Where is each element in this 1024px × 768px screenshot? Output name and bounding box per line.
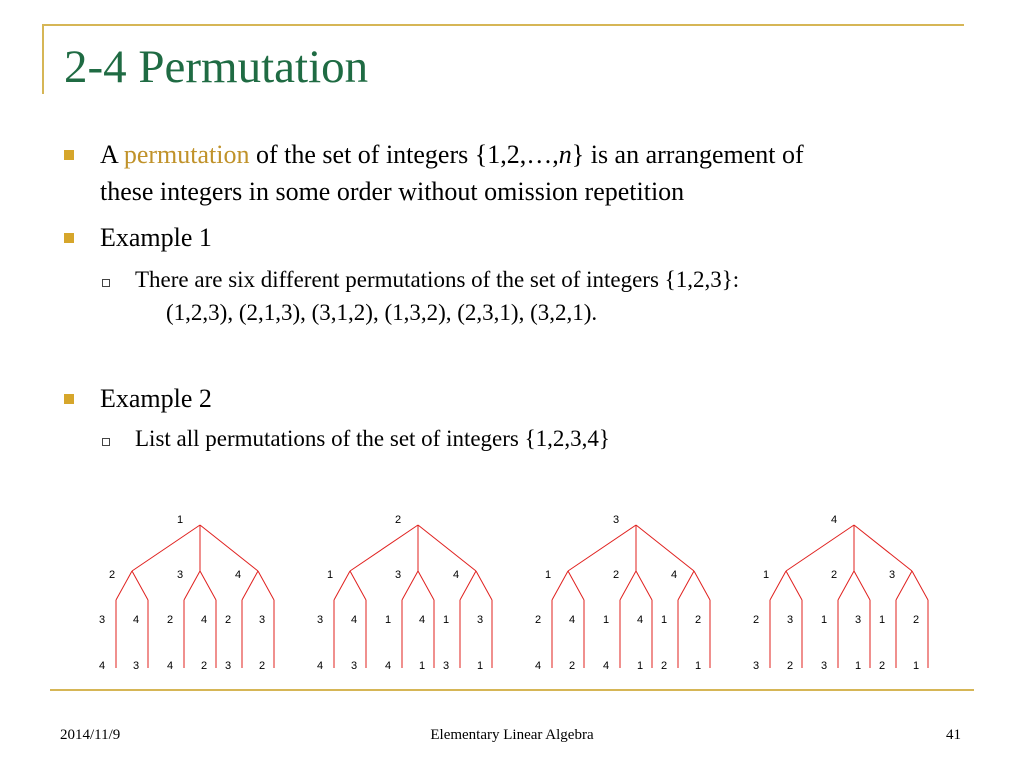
tree-branch-line [200, 571, 216, 600]
footer-divider [50, 689, 974, 691]
tree-leaf-label: 2 [568, 660, 576, 672]
tree-branch-line [620, 571, 636, 600]
tree-level3-label: 1 [442, 614, 450, 626]
footer-page-number: 41 [946, 727, 961, 743]
tree-root-label: 3 [612, 514, 620, 526]
tree-leaf-label: 1 [476, 660, 484, 672]
tree-branch-line [258, 571, 274, 600]
tree-level2-label: 2 [108, 569, 116, 581]
tree-leaf-label: 1 [636, 660, 644, 672]
tree-level2-label: 4 [670, 569, 678, 581]
tree-level3-label: 2 [166, 614, 174, 626]
tree-leaf-label: 2 [200, 660, 208, 672]
tree-level2-label: 3 [176, 569, 184, 581]
left-frame-line [42, 24, 44, 94]
bullet-square-icon [64, 150, 74, 160]
tree-level2-label: 2 [612, 569, 620, 581]
tree-leaf-label: 2 [878, 660, 886, 672]
bullet-square-icon [64, 233, 74, 243]
tree-level2-label: 3 [394, 569, 402, 581]
tree-branch-line [678, 571, 694, 600]
tree-leaf-label: 3 [350, 660, 358, 672]
tree-branch-line [552, 571, 568, 600]
tree-root-label: 4 [830, 514, 838, 526]
tree-level3-label: 2 [752, 614, 760, 626]
sub-bullet-checkbox-icon [102, 279, 110, 287]
tree-branch-line [694, 571, 710, 600]
tree-leaf-label: 4 [166, 660, 174, 672]
tree-leaf-label: 2 [660, 660, 668, 672]
example-1-text: There are six different permutations of the set of integers {1,2,3}: [135, 267, 740, 292]
tree-leaf-label: 1 [418, 660, 426, 672]
tree-level2-label: 1 [326, 569, 334, 581]
footer-course: Elementary Linear Algebra [430, 727, 594, 743]
tree-leaf-label: 2 [258, 660, 266, 672]
tree-level3-label: 4 [200, 614, 208, 626]
tree-branch-line [912, 571, 928, 600]
definition-term: permutation [123, 140, 250, 169]
tree-level3-label: 4 [568, 614, 576, 626]
tree-branch-line [184, 571, 200, 600]
tree-level3-label: 3 [258, 614, 266, 626]
tree-level3-label: 3 [98, 614, 106, 626]
tree-branch-line [568, 571, 584, 600]
bullet-square-icon [64, 394, 74, 404]
tree-leaf-label: 3 [752, 660, 760, 672]
tree-branch-line [418, 525, 476, 571]
tree-level2-label: 1 [762, 569, 770, 581]
tree-level3-label: 1 [820, 614, 828, 626]
tree-branch-line [132, 525, 200, 571]
sub-bullet-checkbox-icon [102, 438, 110, 446]
tree-level3-label: 2 [912, 614, 920, 626]
top-frame-line [42, 24, 964, 26]
tree-leaf-label: 1 [694, 660, 702, 672]
tree-level2-label: 1 [544, 569, 552, 581]
tree-branch-line [350, 571, 366, 600]
tree-level2-label: 4 [234, 569, 242, 581]
definition-line-2: these integers in some order without omission repetition [100, 177, 685, 206]
permutation-trees-diagram [80, 508, 960, 680]
tree-branch-line [786, 525, 854, 571]
tree-level3-label: 3 [854, 614, 862, 626]
tree-level3-label: 1 [602, 614, 610, 626]
tree-level2-label: 4 [452, 569, 460, 581]
example-2-heading: Example 2 [100, 384, 212, 413]
tree-level3-label: 2 [224, 614, 232, 626]
tree-leaf-label: 2 [786, 660, 794, 672]
tree-branch-line [116, 571, 132, 600]
tree-root-label: 2 [394, 514, 402, 526]
bullet-permutation-definition [100, 138, 804, 172]
definition-text-end: } is an arrangement of [571, 140, 804, 169]
tree-branch-line [770, 571, 786, 600]
tree-branch-line [132, 571, 148, 600]
tree-leaf-label: 3 [820, 660, 828, 672]
slide-title: 2-4 Permutation [64, 41, 369, 93]
tree-branch-line [350, 525, 418, 571]
tree-leaf-label: 4 [98, 660, 106, 672]
tree-branch-line [854, 525, 912, 571]
tree-leaf-label: 4 [602, 660, 610, 672]
tree-level3-label: 4 [132, 614, 140, 626]
example-2-text: List all permutations of the set of integers {1,2,3,4} [135, 426, 610, 451]
footer-date: 2014/11/9 [60, 727, 121, 743]
tree-leaf-label: 3 [132, 660, 140, 672]
tree-leaf-label: 4 [316, 660, 324, 672]
tree-branch-line [636, 571, 652, 600]
definition-variable-n: n [558, 140, 572, 169]
tree-branch-line [334, 571, 350, 600]
tree-branch-line [786, 571, 802, 600]
tree-leaf-label: 3 [224, 660, 232, 672]
tree-root-label: 1 [176, 514, 184, 526]
tree-branch-line [636, 525, 694, 571]
tree-leaf-label: 3 [442, 660, 450, 672]
tree-level3-label: 2 [694, 614, 702, 626]
tree-leaf-label: 1 [912, 660, 920, 672]
tree-level3-label: 3 [786, 614, 794, 626]
example-1-heading: Example 1 [100, 223, 212, 252]
definition-text-start: A [100, 140, 124, 169]
tree-branch-line [476, 571, 492, 600]
tree-leaf-label: 4 [534, 660, 542, 672]
tree-branch-line [896, 571, 912, 600]
tree-branch-line [402, 571, 418, 600]
tree-level3-label: 4 [636, 614, 644, 626]
tree-level3-label: 2 [534, 614, 542, 626]
example-1-permutation-list: (1,2,3), (2,1,3), (3,1,2), (1,3,2), (2,3,1), (3,2,1). [166, 300, 598, 325]
tree-level3-label: 1 [660, 614, 668, 626]
tree-level3-label: 1 [878, 614, 886, 626]
tree-branch-line [854, 571, 870, 600]
tree-branch-line [838, 571, 854, 600]
tree-level2-label: 2 [830, 569, 838, 581]
tree-level3-label: 4 [350, 614, 358, 626]
tree-level3-label: 3 [316, 614, 324, 626]
tree-level2-label: 3 [888, 569, 896, 581]
tree-branch-line [460, 571, 476, 600]
tree-branch-line [418, 571, 434, 600]
tree-branch-line [568, 525, 636, 571]
definition-text-middle: of the set of integers {1,2,…, [249, 140, 559, 169]
tree-level3-label: 4 [418, 614, 426, 626]
tree-level3-label: 1 [384, 614, 392, 626]
tree-level3-label: 3 [476, 614, 484, 626]
tree-branch-line [242, 571, 258, 600]
tree-leaf-label: 1 [854, 660, 862, 672]
tree-branch-line [200, 525, 258, 571]
tree-leaf-label: 4 [384, 660, 392, 672]
